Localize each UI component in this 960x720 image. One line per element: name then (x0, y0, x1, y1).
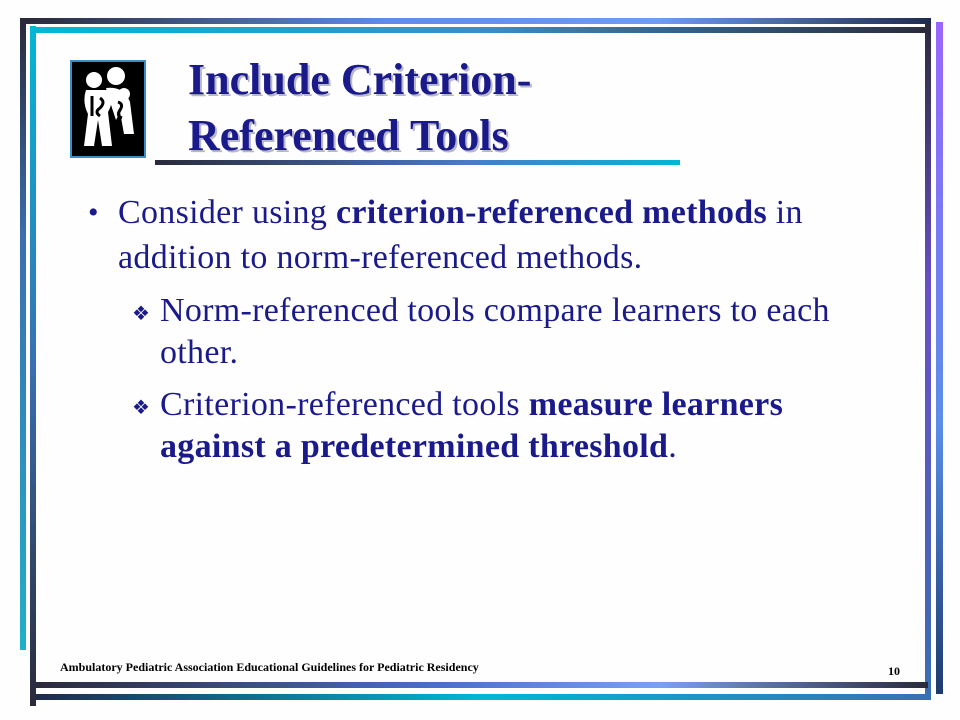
sub-bullet-1 (132, 290, 878, 374)
main-bullet-bold: criterion-referenced methods (335, 194, 767, 231)
main-bullet-text-2: in addition to norm-referenced methods. (118, 194, 803, 276)
border-left-bar-inner (30, 26, 36, 706)
slide-title (188, 52, 531, 164)
border-bottom-bar-inner (36, 682, 928, 688)
main-bullet (88, 190, 878, 280)
sub-bullet-2 (132, 384, 878, 468)
border-left-bar-outer (20, 18, 26, 650)
diamond-bullet-icon: ❖ (132, 397, 151, 419)
sub-bullet-1-text: Norm-referenced tools compare learners to each other. (160, 292, 830, 371)
title-line-2: Referenced Tools (188, 111, 509, 160)
sub-bullet-2-bold: measure learners against a predetermined threshold (160, 386, 784, 465)
title-line-1: Include Criterion- (188, 55, 532, 104)
border-right-bar-outer (936, 22, 943, 694)
ambulatory-pediatric-association-logo-icon (70, 60, 146, 158)
border-top-bar-inner (36, 27, 931, 33)
border-right-bar-inner (925, 18, 931, 698)
bullet-dot-icon: • (88, 196, 99, 229)
border-top-bar-outer (26, 18, 931, 24)
title-underline (155, 160, 680, 165)
footer-text: Ambulatory Pediatric Association Educational Guidelines for Pediatric Residency (60, 660, 479, 674)
main-bullet-text-1: Consider using (118, 194, 336, 231)
page-number: 10 (888, 664, 900, 678)
sub-bullet-2-text-2: . (668, 428, 678, 465)
slide-content (88, 190, 878, 478)
sub-bullet-2-text-1: Criterion-referenced tools (160, 386, 529, 423)
border-bottom-bar-outer (36, 694, 931, 700)
logo-figures-icon (72, 62, 144, 156)
diamond-bullet-icon: ❖ (132, 303, 151, 325)
